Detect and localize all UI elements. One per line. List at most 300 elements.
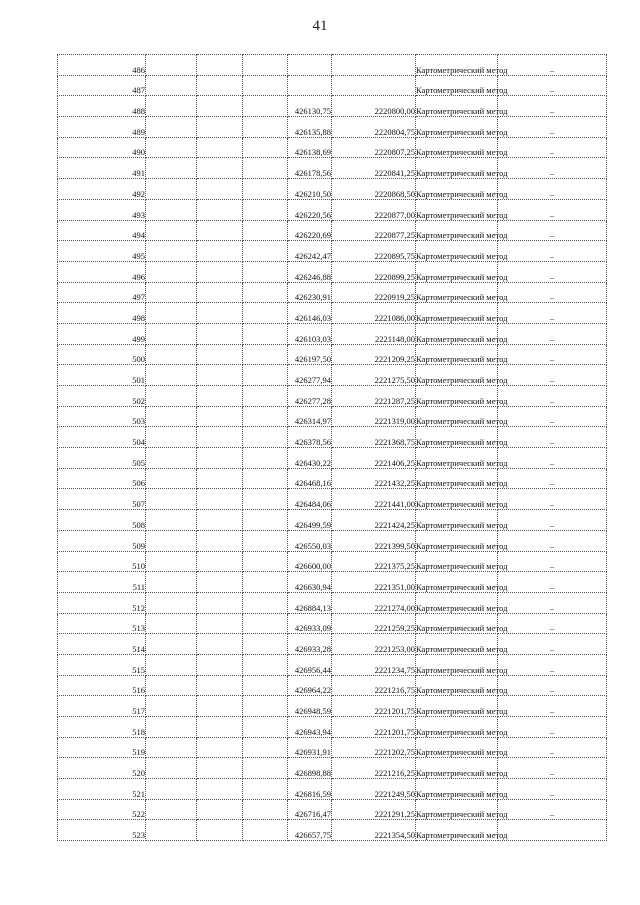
method-cell: Картометрический метод — [416, 634, 498, 655]
empty-cell — [197, 654, 243, 675]
y-coordinate-cell: 2221253,00 — [332, 634, 416, 655]
note-cell: – — [498, 117, 607, 138]
empty-cell — [197, 572, 243, 593]
empty-cell — [146, 303, 197, 324]
empty-cell — [243, 654, 288, 675]
x-coordinate-cell: 426210,50 — [288, 179, 332, 200]
method-cell: Картометрический метод — [416, 344, 498, 365]
table-row — [58, 551, 607, 572]
x-coordinate-cell: 426468,16 — [288, 468, 332, 489]
point-number-cell: 505 — [58, 448, 146, 469]
table-row — [58, 592, 607, 613]
table-row — [58, 530, 607, 551]
x-coordinate-cell: 426230,91 — [288, 282, 332, 303]
empty-cell — [243, 199, 288, 220]
point-number-cell: 504 — [58, 427, 146, 448]
point-number-cell: 502 — [58, 386, 146, 407]
table-row — [58, 323, 607, 344]
empty-cell — [243, 737, 288, 758]
method-cell: Картометрический метод — [416, 137, 498, 158]
empty-cell — [146, 96, 197, 117]
method-cell: Картометрический метод — [416, 117, 498, 138]
method-cell: Картометрический метод — [416, 282, 498, 303]
point-number-cell: 519 — [58, 737, 146, 758]
y-coordinate-cell: 2221399,50 — [332, 530, 416, 551]
empty-cell — [197, 365, 243, 386]
empty-cell — [197, 117, 243, 138]
point-number-cell: 517 — [58, 696, 146, 717]
table-row — [58, 779, 607, 800]
empty-cell — [197, 675, 243, 696]
note-cell: – — [498, 241, 607, 262]
method-cell: Картометрический метод — [416, 55, 498, 76]
page-number: 41 — [312, 18, 328, 34]
empty-cell — [197, 448, 243, 469]
y-coordinate-cell: 2221424,25 — [332, 510, 416, 531]
point-number-cell: 492 — [58, 179, 146, 200]
note-cell: – — [498, 675, 607, 696]
empty-cell — [197, 510, 243, 531]
point-number-cell: 493 — [58, 199, 146, 220]
empty-cell — [243, 530, 288, 551]
empty-cell — [146, 365, 197, 386]
point-number-cell: 491 — [58, 158, 146, 179]
y-coordinate-cell: 2220877,25 — [332, 220, 416, 241]
note-cell: – — [498, 530, 607, 551]
empty-cell — [197, 303, 243, 324]
empty-cell — [197, 530, 243, 551]
x-coordinate-cell: 426277,28 — [288, 386, 332, 407]
empty-cell — [146, 696, 197, 717]
empty-cell — [146, 386, 197, 407]
x-coordinate-cell: 426943,94 — [288, 717, 332, 738]
method-cell: Картометрический метод — [416, 241, 498, 262]
method-cell: Картометрический метод — [416, 572, 498, 593]
point-number-cell: 520 — [58, 758, 146, 779]
empty-cell — [146, 613, 197, 634]
empty-cell — [243, 510, 288, 531]
y-coordinate-cell: 2221216,75 — [332, 675, 416, 696]
note-cell: – — [498, 696, 607, 717]
table-row — [58, 137, 607, 158]
point-number-cell: 510 — [58, 551, 146, 572]
x-coordinate-cell: 426550,03 — [288, 530, 332, 551]
x-coordinate-cell: 426378,56 — [288, 427, 332, 448]
x-coordinate-cell: 426135,88 — [288, 117, 332, 138]
x-coordinate-cell: 426931,91 — [288, 737, 332, 758]
x-coordinate-cell: 426146,03 — [288, 303, 332, 324]
y-coordinate-cell: 2221086,00 — [332, 303, 416, 324]
empty-cell — [146, 510, 197, 531]
empty-cell — [197, 758, 243, 779]
empty-cell — [197, 323, 243, 344]
note-cell: – — [498, 613, 607, 634]
point-number-cell: 497 — [58, 282, 146, 303]
empty-cell — [197, 489, 243, 510]
empty-cell — [197, 799, 243, 820]
empty-cell — [243, 820, 288, 841]
point-number-cell: 514 — [58, 634, 146, 655]
x-coordinate-cell: 426630,94 — [288, 572, 332, 593]
x-coordinate-cell: 426816,59 — [288, 779, 332, 800]
empty-cell — [197, 551, 243, 572]
empty-cell — [243, 592, 288, 613]
empty-cell — [146, 344, 197, 365]
empty-cell — [146, 654, 197, 675]
method-cell: Картометрический метод — [416, 758, 498, 779]
empty-cell — [197, 261, 243, 282]
empty-cell — [146, 137, 197, 158]
method-cell: Картометрический метод — [416, 365, 498, 386]
y-coordinate-cell: 2221287,25 — [332, 386, 416, 407]
x-coordinate-cell — [288, 75, 332, 96]
x-coordinate-cell: 426933,28 — [288, 634, 332, 655]
empty-cell — [243, 448, 288, 469]
empty-cell — [243, 468, 288, 489]
note-cell: – — [498, 199, 607, 220]
y-coordinate-cell — [332, 75, 416, 96]
method-cell: Картометрический метод — [416, 179, 498, 200]
table-row — [58, 675, 607, 696]
empty-cell — [243, 489, 288, 510]
method-cell: Картометрический метод — [416, 592, 498, 613]
x-coordinate-cell: 426220,69 — [288, 220, 332, 241]
empty-cell — [146, 551, 197, 572]
note-cell: – — [498, 323, 607, 344]
method-cell: Картометрический метод — [416, 427, 498, 448]
method-cell: Картометрический метод — [416, 696, 498, 717]
x-coordinate-cell: 426130,75 — [288, 96, 332, 117]
empty-cell — [146, 55, 197, 76]
point-number-cell: 490 — [58, 137, 146, 158]
table-row — [58, 448, 607, 469]
empty-cell — [243, 55, 288, 76]
empty-cell — [243, 137, 288, 158]
note-cell: – — [498, 572, 607, 593]
empty-cell — [146, 572, 197, 593]
table-row — [58, 96, 607, 117]
y-coordinate-cell: 2220895,75 — [332, 241, 416, 262]
empty-cell — [243, 799, 288, 820]
empty-cell — [197, 468, 243, 489]
x-coordinate-cell: 426220,56 — [288, 199, 332, 220]
empty-cell — [243, 75, 288, 96]
method-cell: Картометрический метод — [416, 675, 498, 696]
note-cell: – — [498, 448, 607, 469]
point-number-cell: 489 — [58, 117, 146, 138]
x-coordinate-cell: 426178,56 — [288, 158, 332, 179]
note-cell: – — [498, 220, 607, 241]
empty-cell — [197, 282, 243, 303]
coordinates-table — [57, 54, 607, 841]
empty-cell — [146, 820, 197, 841]
empty-cell — [197, 179, 243, 200]
empty-cell — [243, 717, 288, 738]
note-cell: – — [498, 758, 607, 779]
x-coordinate-cell: 426956,44 — [288, 654, 332, 675]
y-coordinate-cell: 2221319,00 — [332, 406, 416, 427]
point-number-cell: 511 — [58, 572, 146, 593]
point-number-cell: 512 — [58, 592, 146, 613]
empty-cell — [146, 158, 197, 179]
note-cell: – — [498, 137, 607, 158]
empty-cell — [243, 406, 288, 427]
x-coordinate-cell: 426499,59 — [288, 510, 332, 531]
method-cell: Картометрический метод — [416, 448, 498, 469]
empty-cell — [197, 696, 243, 717]
note-cell: – — [498, 427, 607, 448]
empty-cell — [146, 737, 197, 758]
note-cell: – — [498, 261, 607, 282]
y-coordinate-cell: 2221432,25 — [332, 468, 416, 489]
table-row — [58, 654, 607, 675]
x-coordinate-cell: 426948,59 — [288, 696, 332, 717]
method-cell: Картометрический метод — [416, 613, 498, 634]
note-cell: – — [498, 737, 607, 758]
point-number-cell: 515 — [58, 654, 146, 675]
note-cell: – — [498, 779, 607, 800]
method-cell: Картометрический метод — [416, 96, 498, 117]
note-cell: – — [498, 344, 607, 365]
note-cell: – — [498, 158, 607, 179]
empty-cell — [146, 489, 197, 510]
method-cell: Картометрический метод — [416, 551, 498, 572]
method-cell: Картометрический метод — [416, 737, 498, 758]
empty-cell — [146, 634, 197, 655]
empty-cell — [146, 448, 197, 469]
y-coordinate-cell: 2220841,25 — [332, 158, 416, 179]
note-cell: – — [498, 75, 607, 96]
method-cell: Картометрический метод — [416, 75, 498, 96]
empty-cell — [146, 406, 197, 427]
point-number-cell: 513 — [58, 613, 146, 634]
empty-cell — [243, 303, 288, 324]
empty-cell — [146, 241, 197, 262]
empty-cell — [146, 799, 197, 820]
empty-cell — [243, 179, 288, 200]
point-number-cell: 501 — [58, 365, 146, 386]
point-number-cell: 500 — [58, 344, 146, 365]
note-cell: – — [498, 468, 607, 489]
empty-cell — [197, 55, 243, 76]
empty-cell — [146, 779, 197, 800]
empty-cell — [197, 344, 243, 365]
empty-cell — [243, 758, 288, 779]
x-coordinate-cell: 426884,13 — [288, 592, 332, 613]
empty-cell — [146, 758, 197, 779]
empty-cell — [197, 820, 243, 841]
table-row — [58, 282, 607, 303]
x-coordinate-cell: 426600,00 — [288, 551, 332, 572]
table-row — [58, 365, 607, 386]
y-coordinate-cell: 2221375,25 — [332, 551, 416, 572]
empty-cell — [243, 427, 288, 448]
y-coordinate-cell: 2221354,50 — [332, 820, 416, 841]
y-coordinate-cell: 2220800,00 — [332, 96, 416, 117]
note-cell: – — [498, 634, 607, 655]
method-cell: Картометрический метод — [416, 717, 498, 738]
method-cell: Картометрический метод — [416, 530, 498, 551]
empty-cell — [146, 468, 197, 489]
note-cell: – — [498, 303, 607, 324]
table-row — [58, 261, 607, 282]
note-cell: – — [498, 592, 607, 613]
empty-cell — [146, 220, 197, 241]
note-cell: – — [498, 179, 607, 200]
point-number-cell: 516 — [58, 675, 146, 696]
empty-cell — [243, 323, 288, 344]
point-number-cell: 503 — [58, 406, 146, 427]
y-coordinate-cell: 2221249,50 — [332, 779, 416, 800]
empty-cell — [243, 386, 288, 407]
method-cell: Картометрический метод — [416, 303, 498, 324]
empty-cell — [197, 75, 243, 96]
table-row — [58, 199, 607, 220]
table-row — [58, 572, 607, 593]
table-row — [58, 820, 607, 841]
y-coordinate-cell: 2220807,25 — [332, 137, 416, 158]
empty-cell — [146, 261, 197, 282]
note-cell — [498, 820, 607, 841]
empty-cell — [146, 179, 197, 200]
point-number-cell: 509 — [58, 530, 146, 551]
empty-cell — [243, 158, 288, 179]
y-coordinate-cell: 2221406,25 — [332, 448, 416, 469]
y-coordinate-cell: 2221441,00 — [332, 489, 416, 510]
y-coordinate-cell: 2220804,75 — [332, 117, 416, 138]
point-number-cell: 499 — [58, 323, 146, 344]
table-row — [58, 758, 607, 779]
empty-cell — [243, 696, 288, 717]
method-cell: Картометрический метод — [416, 261, 498, 282]
table-row — [58, 179, 607, 200]
x-coordinate-cell: 426242,47 — [288, 241, 332, 262]
empty-cell — [146, 117, 197, 138]
empty-cell — [146, 675, 197, 696]
x-coordinate-cell: 426716,47 — [288, 799, 332, 820]
y-coordinate-cell: 2221148,00 — [332, 323, 416, 344]
y-coordinate-cell: 2221201,75 — [332, 696, 416, 717]
table-row — [58, 75, 607, 96]
method-cell: Картометрический метод — [416, 799, 498, 820]
empty-cell — [243, 344, 288, 365]
table-row — [58, 468, 607, 489]
note-cell: – — [498, 654, 607, 675]
table-row — [58, 406, 607, 427]
empty-cell — [146, 427, 197, 448]
empty-cell — [243, 551, 288, 572]
y-coordinate-cell: 2220877,00 — [332, 199, 416, 220]
empty-cell — [146, 592, 197, 613]
method-cell: Картометрический метод — [416, 654, 498, 675]
empty-cell — [197, 427, 243, 448]
y-coordinate-cell: 2221291,25 — [332, 799, 416, 820]
empty-cell — [197, 737, 243, 758]
point-number-cell: 508 — [58, 510, 146, 531]
empty-cell — [243, 241, 288, 262]
note-cell: – — [498, 489, 607, 510]
empty-cell — [243, 96, 288, 117]
empty-cell — [243, 572, 288, 593]
y-coordinate-cell: 2221201,75 — [332, 717, 416, 738]
x-coordinate-cell: 426898,88 — [288, 758, 332, 779]
table-row — [58, 427, 607, 448]
x-coordinate-cell: 426197,50 — [288, 344, 332, 365]
table-row — [58, 799, 607, 820]
empty-cell — [197, 386, 243, 407]
y-coordinate-cell: 2221351,00 — [332, 572, 416, 593]
method-cell: Картометрический метод — [416, 468, 498, 489]
y-coordinate-cell: 2221209,25 — [332, 344, 416, 365]
y-coordinate-cell: 2221274,00 — [332, 592, 416, 613]
note-cell: – — [498, 282, 607, 303]
empty-cell — [146, 75, 197, 96]
empty-cell — [146, 199, 197, 220]
empty-cell — [243, 220, 288, 241]
point-number-cell: 487 — [58, 75, 146, 96]
empty-cell — [146, 717, 197, 738]
table-row — [58, 737, 607, 758]
method-cell: Картометрический метод — [416, 779, 498, 800]
y-coordinate-cell: 2220899,25 — [332, 261, 416, 282]
empty-cell — [243, 613, 288, 634]
note-cell: – — [498, 510, 607, 531]
table-body — [58, 55, 607, 841]
table-row — [58, 344, 607, 365]
empty-cell — [243, 779, 288, 800]
empty-cell — [243, 117, 288, 138]
point-number-cell: 518 — [58, 717, 146, 738]
y-coordinate-cell: 2221259,25 — [332, 613, 416, 634]
empty-cell — [146, 323, 197, 344]
table-row — [58, 220, 607, 241]
empty-cell — [197, 199, 243, 220]
y-coordinate-cell: 2221234,75 — [332, 654, 416, 675]
note-cell: – — [498, 55, 607, 76]
empty-cell — [197, 592, 243, 613]
method-cell: Картометрический метод — [416, 820, 498, 841]
method-cell: Картометрический метод — [416, 386, 498, 407]
empty-cell — [243, 634, 288, 655]
method-cell: Картометрический метод — [416, 406, 498, 427]
empty-cell — [243, 675, 288, 696]
empty-cell — [197, 406, 243, 427]
x-coordinate-cell: 426314,97 — [288, 406, 332, 427]
point-number-cell: 498 — [58, 303, 146, 324]
point-number-cell: 521 — [58, 779, 146, 800]
empty-cell — [197, 613, 243, 634]
empty-cell — [197, 717, 243, 738]
y-coordinate-cell — [332, 55, 416, 76]
y-coordinate-cell: 2221216,25 — [332, 758, 416, 779]
point-number-cell: 507 — [58, 489, 146, 510]
note-cell: – — [498, 96, 607, 117]
empty-cell — [243, 282, 288, 303]
x-coordinate-cell: 426933,09 — [288, 613, 332, 634]
table-row — [58, 489, 607, 510]
note-cell: – — [498, 406, 607, 427]
y-coordinate-cell: 2220868,50 — [332, 179, 416, 200]
empty-cell — [146, 530, 197, 551]
x-coordinate-cell: 426277,94 — [288, 365, 332, 386]
table-row — [58, 696, 607, 717]
empty-cell — [197, 158, 243, 179]
table-row — [58, 117, 607, 138]
point-number-cell: 494 — [58, 220, 146, 241]
table-row — [58, 303, 607, 324]
point-number-cell: 522 — [58, 799, 146, 820]
note-cell: – — [498, 799, 607, 820]
